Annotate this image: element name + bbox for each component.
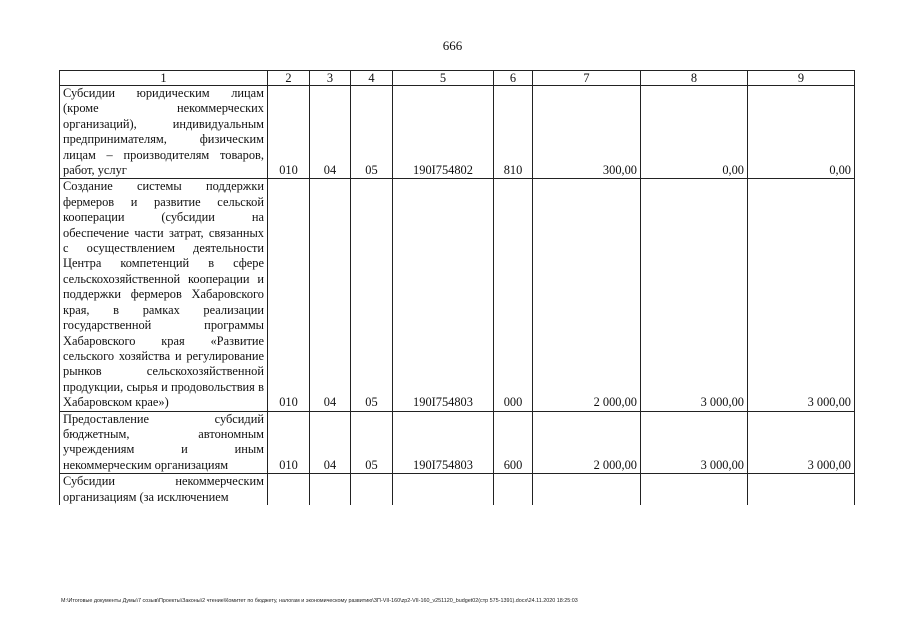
ministry-code: 010 xyxy=(268,179,310,411)
budget-table xyxy=(59,70,855,505)
amount-col7: 2 000,00 xyxy=(533,411,641,474)
amount-col8: 3 000,00 xyxy=(641,411,748,474)
header-cell: 5 xyxy=(393,71,494,86)
header-cell: 2 xyxy=(268,71,310,86)
subsection-code: 05 xyxy=(351,179,393,411)
header-cell: 9 xyxy=(748,71,855,86)
table-row xyxy=(60,411,855,474)
header-cell: 7 xyxy=(533,71,641,86)
target-article-code: 190I754802 xyxy=(393,86,494,179)
header-cell: 3 xyxy=(310,71,351,86)
table-row xyxy=(60,179,855,411)
ministry-code: 010 xyxy=(268,411,310,474)
expense-type-code: 600 xyxy=(494,411,533,474)
amount-col8: 3 000,00 xyxy=(641,179,748,411)
amount-col9: 3 000,00 xyxy=(748,411,855,474)
amount-col8 xyxy=(641,474,748,505)
header-row xyxy=(60,71,855,86)
amount-col9 xyxy=(748,474,855,505)
section-code: 04 xyxy=(310,411,351,474)
page-number: 666 xyxy=(442,38,463,53)
section-code: 04 xyxy=(310,86,351,179)
amount-col7: 2 000,00 xyxy=(533,179,641,411)
header-cell: 8 xyxy=(641,71,748,86)
subsection-code: 05 xyxy=(351,411,393,474)
target-article-code: 190I754803 xyxy=(393,179,494,411)
item-name: Субсидии юридическим лицам (кроме некоммерческих организаций), индивидуальным предпринимателям, физическим лицам – производителям товаров, работ, услуг xyxy=(60,86,268,179)
header-cell: 4 xyxy=(351,71,393,86)
subsection-code: 05 xyxy=(351,86,393,179)
item-name: Создание системы поддержки фермеров и развитие сельской кооперации (субсидии на обеспечение части затрат, связанных с осуществлением деятельности Центра компетенций в сфере сельскохозяйственной кооперации и поддержки фермеров Хабаровского края, в рамках реализации государственной программы Хабаровского края «Развитие сельского хозяйства и регулирование рынков сельскохозяйственной продукции, сырья и продовольствия в Хабаровском крае») xyxy=(60,179,268,411)
target-article-code: 190I754803 xyxy=(393,411,494,474)
table-row xyxy=(60,86,855,179)
item-name: Предоставление субсидий бюджетным, автономным учреждениям и иным некоммерческим организациям xyxy=(60,411,268,474)
amount-col7 xyxy=(533,474,641,505)
amount-col9: 0,00 xyxy=(748,86,855,179)
ministry-code: 010 xyxy=(268,86,310,179)
header-cell: 6 xyxy=(494,71,533,86)
section-code xyxy=(310,474,351,505)
header-cell: 1 xyxy=(60,71,268,86)
expense-type-code: 000 xyxy=(494,179,533,411)
section-code: 04 xyxy=(310,179,351,411)
expense-type-code: 810 xyxy=(494,86,533,179)
document-path-footer: M:\Итоговые документы Думы\7 созыв\Проекты\Законы\2 чтение\Комитет по бюджету, налогам и экономическому развитию\ЗП-VII-160\zp2-VII-160_v251120_budget02(стр 575-1391).docx\24.11.2020 18:25:03 xyxy=(61,598,578,604)
ministry-code xyxy=(268,474,310,505)
subsection-code xyxy=(351,474,393,505)
table-row xyxy=(60,474,855,505)
expense-type-code xyxy=(494,474,533,505)
target-article-code xyxy=(393,474,494,505)
amount-col9: 3 000,00 xyxy=(748,179,855,411)
amount-col7: 300,00 xyxy=(533,86,641,179)
amount-col8: 0,00 xyxy=(641,86,748,179)
item-name: Субсидии некоммерческим организациям (за исключением xyxy=(60,474,268,505)
